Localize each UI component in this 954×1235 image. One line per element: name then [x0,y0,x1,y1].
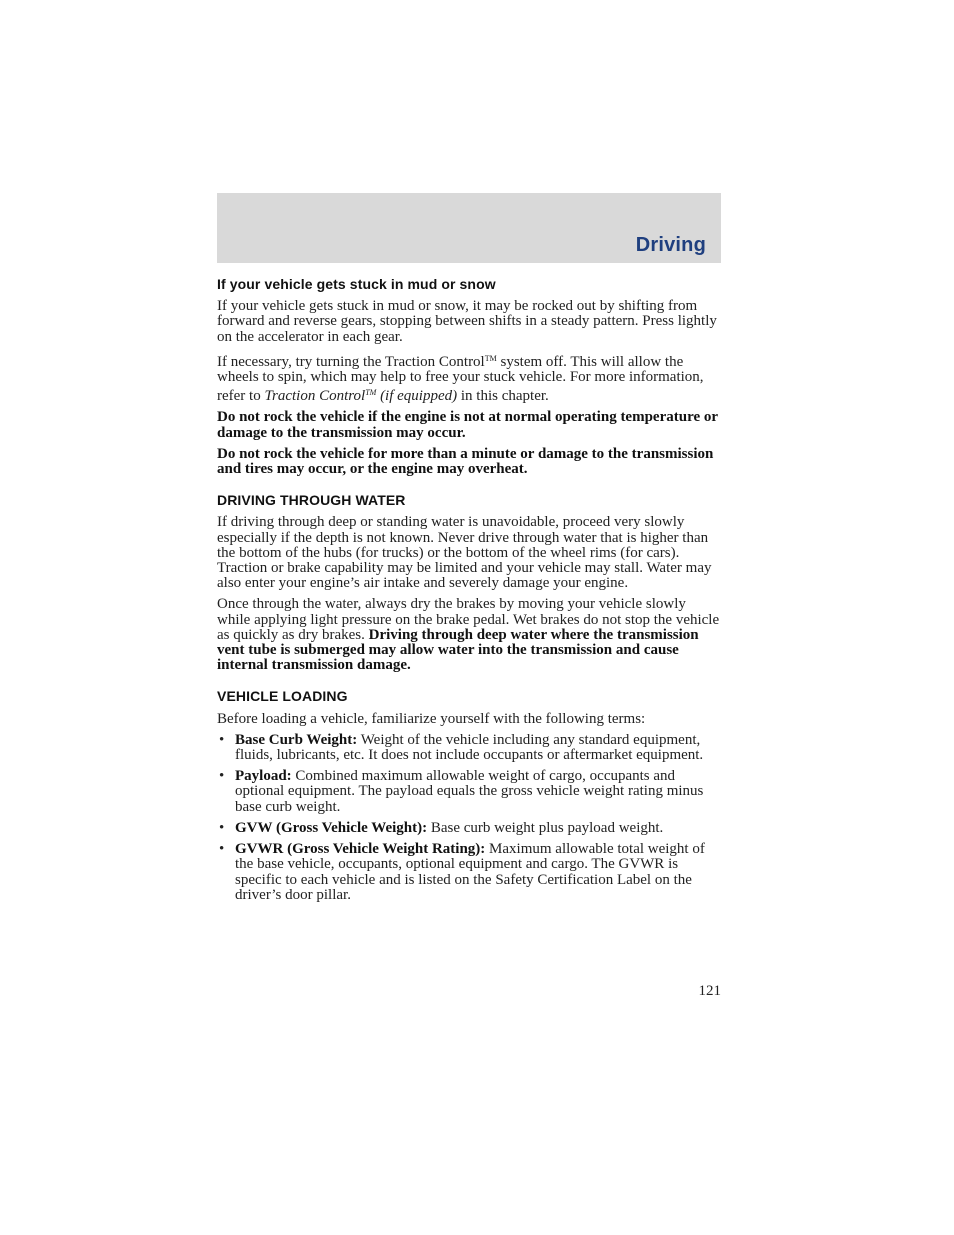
list-item: • GVWR (Gross Vehicle Weight Rating): Maximum allowable total weight of the base vehicle, occupants, optional equipment and cargo. The GVWR is specific to each vehicle and is listed on the Safety Certification Label on the driver’s door pillar. [219,841,705,903]
section-header-band [217,193,721,263]
list-item: • Base Curb Weight: Weight of the vehicle including any standard equipment, fluids, lubricants, etc. It does not include occupants or aftermarket equipment. [219,731,704,764]
loading-heading: VEHICLE LOADING [217,688,348,705]
list-item: • Payload: Combined maximum allowable weight of cargo, occupants and optional equipment. The payload equals the gross vehicle weight rating minus base curb weight. [219,768,704,815]
list-item: • GVW (Gross Vehicle Weight): Base curb weight plus payload weight. [219,819,664,836]
water-paragraph-2: Once through the water, always dry the brakes by moving your vehicle slowly while applying light pressure on the brake pedal. Wet brakes do not stop the vehicle as quickly as dry brakes. Driving through deep water where the transmission vent tube is submerged may allow water into the transmission and cause internal transmission damage. [217,596,720,674]
water-heading: DRIVING THROUGH WATER [217,492,406,509]
stuck-paragraph-1: If your vehicle gets stuck in mud or snow, it may be rocked out by shifting from forward and reverse gears, stopping between shifts in a steady pattern. Press lightly on the accelerator in each gear. [217,298,717,345]
stuck-heading: If your vehicle gets stuck in mud or snow [217,276,496,292]
stuck-warning-1: Do not rock the vehicle if the engine is not at normal operating temperature or damage to the transmission may occur. [217,409,718,441]
water-paragraph-1: If driving through deep or standing water is unavoidable, proceed very slowly especially if the depth is not known. Never drive through water that is higher than the bottom of the hubs (for trucks) or the bottom of the wheel rims (for cars). Traction or brake capability may be limited and your vehicle may stall. Water may also enter your engine’s air intake and severely damage your engine. [217,514,712,592]
loading-terms-list [217,733,721,903]
stuck-paragraph-2: If necessary, try turning the Traction Control™ system off. This will allow the wheels to spin, which may help to free your stuck vehicle. For more information, refer to Traction Control™ (if equipped) in this chapter. [217,353,704,405]
page-content [217,277,721,909]
trademark-mark: TM [484,353,497,363]
stuck-warning-2: Do not rock the vehicle for more than a minute or damage to the transmission and tires may occur, or the engine may overheat. [217,445,714,478]
traction-control-reference: Traction Control™ (if equipped) [264,388,458,405]
bullet-icon: • [219,731,225,748]
loading-intro: Before loading a vehicle, familiarize yourself with the following terms: [217,710,646,727]
water-warning: Driving through deep water where the transmission vent tube is submerged may allow water into the transmission and cause internal transmission damage. [217,626,699,674]
section-title: Driving [635,234,706,256]
bullet-icon: • [219,768,225,785]
bullet-icon: • [219,841,225,858]
bullet-icon: • [219,819,225,836]
page-number: 121 [698,983,721,999]
